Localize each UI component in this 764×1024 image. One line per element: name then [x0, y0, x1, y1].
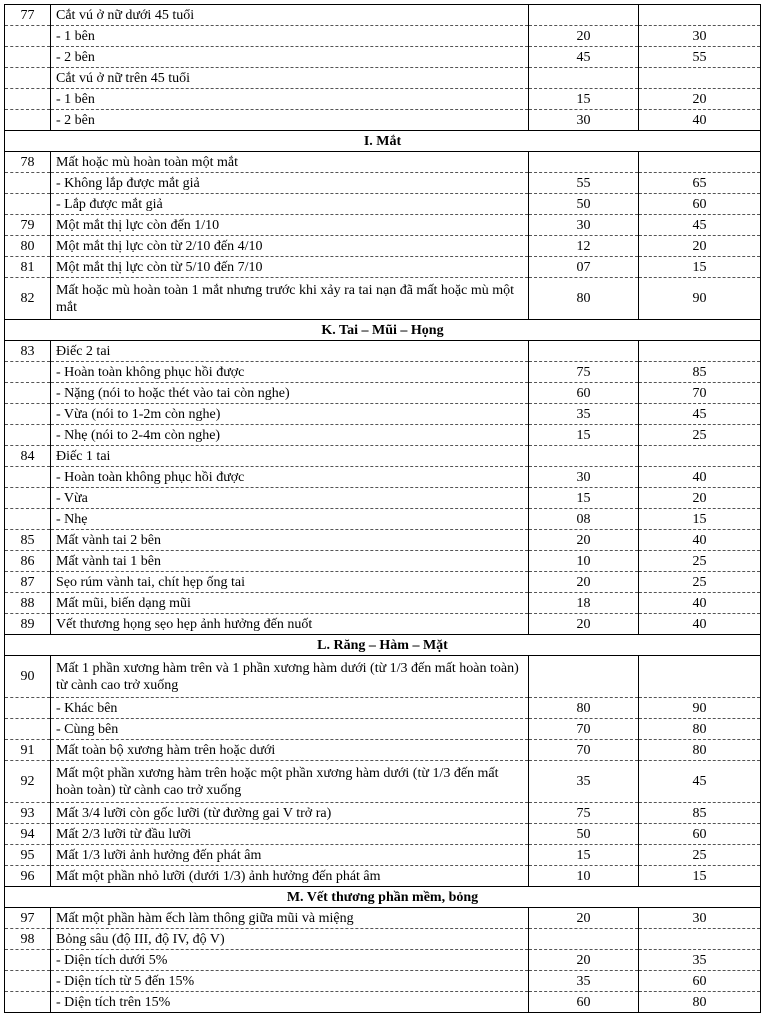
table-row: [5, 257, 761, 278]
item-number: 78: [5, 152, 51, 173]
section-header-row: [5, 887, 761, 908]
item-number: 84: [5, 446, 51, 467]
item-number: 95: [5, 845, 51, 866]
item-number: 83: [5, 341, 51, 362]
item-description: Một mắt thị lực còn từ 5/10 đến 7/10: [51, 257, 529, 278]
item-description: - Nặng (nói to hoặc thét vào tai còn nghe): [51, 383, 529, 404]
rate-min: 08: [529, 509, 639, 530]
item-number: [5, 110, 51, 131]
item-number: 82: [5, 278, 51, 320]
table-row: [5, 446, 761, 467]
rate-max: 15: [639, 257, 761, 278]
rate-min: 20: [529, 26, 639, 47]
table-row: [5, 866, 761, 887]
item-description: - Cùng bên: [51, 719, 529, 740]
table-row: [5, 215, 761, 236]
table-row: [5, 236, 761, 257]
item-description: Cắt vú ở nữ trên 45 tuổi: [51, 68, 529, 89]
table-body: [5, 5, 761, 1013]
rate-max: 70: [639, 383, 761, 404]
rate-max: [639, 341, 761, 362]
item-description: - Lắp được mắt giả: [51, 194, 529, 215]
rate-max: [639, 929, 761, 950]
table-row: [5, 908, 761, 929]
rate-min: 20: [529, 572, 639, 593]
rate-min: [529, 152, 639, 173]
rate-max: 85: [639, 362, 761, 383]
item-number: 87: [5, 572, 51, 593]
item-number: [5, 68, 51, 89]
rate-min: 60: [529, 383, 639, 404]
section-title: K. Tai – Mũi – Họng: [5, 320, 761, 341]
rate-max: 40: [639, 530, 761, 551]
rate-max: 80: [639, 992, 761, 1013]
table-row: [5, 992, 761, 1013]
table-row: [5, 950, 761, 971]
item-number: [5, 425, 51, 446]
rate-min: 20: [529, 908, 639, 929]
table-row: [5, 593, 761, 614]
rate-min: 20: [529, 950, 639, 971]
table-row: [5, 341, 761, 362]
rate-max: [639, 5, 761, 26]
table-row: [5, 404, 761, 425]
rate-max: 30: [639, 908, 761, 929]
item-number: 80: [5, 236, 51, 257]
rate-min: [529, 5, 639, 26]
table-row: [5, 719, 761, 740]
item-description: Cắt vú ở nữ dưới 45 tuổi: [51, 5, 529, 26]
table-row: [5, 173, 761, 194]
section-header-row: [5, 131, 761, 152]
rate-min: 70: [529, 740, 639, 761]
table-row: [5, 5, 761, 26]
item-description: Mất 3/4 lưỡi còn gốc lưỡi (từ đường gai V trở ra): [51, 803, 529, 824]
table-row: [5, 425, 761, 446]
rate-max: 90: [639, 698, 761, 719]
rate-min: 30: [529, 110, 639, 131]
rate-max: 80: [639, 740, 761, 761]
item-number: 86: [5, 551, 51, 572]
item-number: 97: [5, 908, 51, 929]
rate-max: 40: [639, 110, 761, 131]
item-number: 93: [5, 803, 51, 824]
rate-max: 40: [639, 593, 761, 614]
rate-min: [529, 929, 639, 950]
rate-min: 15: [529, 488, 639, 509]
rate-max: 60: [639, 971, 761, 992]
rate-min: 15: [529, 845, 639, 866]
item-description: - Nhẹ: [51, 509, 529, 530]
rate-max: 15: [639, 866, 761, 887]
item-description: - Diện tích từ 5 đến 15%: [51, 971, 529, 992]
rate-max: 25: [639, 425, 761, 446]
item-description: Mất hoặc mù hoàn toàn một mắt: [51, 152, 529, 173]
table-row: [5, 509, 761, 530]
table-row: [5, 761, 761, 803]
item-number: [5, 719, 51, 740]
rate-max: 85: [639, 803, 761, 824]
item-number: [5, 698, 51, 719]
item-number: [5, 971, 51, 992]
item-description: Điếc 2 tai: [51, 341, 529, 362]
rate-max: [639, 446, 761, 467]
item-description: Mất 2/3 lưỡi từ đầu lưỡi: [51, 824, 529, 845]
table-row: [5, 467, 761, 488]
rate-min: 30: [529, 215, 639, 236]
rate-min: 35: [529, 761, 639, 803]
item-description: - Vừa: [51, 488, 529, 509]
rate-max: 15: [639, 509, 761, 530]
item-number: 92: [5, 761, 51, 803]
item-number: [5, 194, 51, 215]
rate-min: 45: [529, 47, 639, 68]
table-row: [5, 803, 761, 824]
rate-min: 15: [529, 89, 639, 110]
table-row: [5, 68, 761, 89]
item-description: - Vừa (nói to 1-2m còn nghe): [51, 404, 529, 425]
rate-max: 45: [639, 761, 761, 803]
item-number: [5, 26, 51, 47]
item-description: - Khác bên: [51, 698, 529, 719]
table-row: [5, 740, 761, 761]
rate-min: [529, 446, 639, 467]
item-description: Mất một phần xương hàm trên hoặc một phần xương hàm dưới (từ 1/3 đến mất hoàn toàn) từ cành cao trở xuống: [51, 761, 529, 803]
rate-min: 50: [529, 824, 639, 845]
item-description: - Hoàn toàn không phục hồi được: [51, 467, 529, 488]
rate-max: 25: [639, 845, 761, 866]
rate-min: 75: [529, 362, 639, 383]
section-title: L. Răng – Hàm – Mặt: [5, 635, 761, 656]
item-number: [5, 173, 51, 194]
item-number: 96: [5, 866, 51, 887]
item-description: - 2 bên: [51, 110, 529, 131]
item-description: - 1 bên: [51, 89, 529, 110]
item-description: Mất hoặc mù hoàn toàn 1 mắt nhưng trước khi xảy ra tai nạn đã mất hoặc mù một mắt: [51, 278, 529, 320]
rate-min: 80: [529, 698, 639, 719]
rate-min: 30: [529, 467, 639, 488]
item-description: Điếc 1 tai: [51, 446, 529, 467]
item-number: [5, 404, 51, 425]
table-row: [5, 110, 761, 131]
rate-min: 12: [529, 236, 639, 257]
rate-min: [529, 341, 639, 362]
rate-min: 75: [529, 803, 639, 824]
rate-min: 10: [529, 866, 639, 887]
item-number: [5, 992, 51, 1013]
rate-max: 40: [639, 614, 761, 635]
item-description: Mất mũi, biến dạng mũi: [51, 593, 529, 614]
rate-min: 35: [529, 971, 639, 992]
item-description: Sẹo rúm vành tai, chít hẹp ống tai: [51, 572, 529, 593]
table-row: [5, 971, 761, 992]
table-row: [5, 47, 761, 68]
item-description: - Diện tích trên 15%: [51, 992, 529, 1013]
item-description: - Diện tích dưới 5%: [51, 950, 529, 971]
table-row: [5, 614, 761, 635]
item-number: 81: [5, 257, 51, 278]
rate-min: 70: [529, 719, 639, 740]
rate-max: [639, 68, 761, 89]
item-number: 79: [5, 215, 51, 236]
rate-min: 10: [529, 551, 639, 572]
rate-min: [529, 656, 639, 698]
item-number: 91: [5, 740, 51, 761]
section-header-row: [5, 320, 761, 341]
item-number: 77: [5, 5, 51, 26]
item-number: [5, 488, 51, 509]
table-row: [5, 824, 761, 845]
item-number: 98: [5, 929, 51, 950]
rate-max: 45: [639, 404, 761, 425]
item-description: Vết thương họng sẹo hẹp ảnh hưởng đến nuốt: [51, 614, 529, 635]
item-number: [5, 509, 51, 530]
rate-max: 60: [639, 824, 761, 845]
item-number: 85: [5, 530, 51, 551]
item-description: Một mắt thị lực còn đến 1/10: [51, 215, 529, 236]
table-row: [5, 383, 761, 404]
rate-max: 40: [639, 467, 761, 488]
rate-max: 90: [639, 278, 761, 320]
item-description: Mất 1/3 lưỡi ảnh hưởng đến phát âm: [51, 845, 529, 866]
item-number: [5, 47, 51, 68]
item-description: Một mắt thị lực còn từ 2/10 đến 4/10: [51, 236, 529, 257]
rate-max: 20: [639, 236, 761, 257]
rate-min: 60: [529, 992, 639, 1013]
section-title: I. Mắt: [5, 131, 761, 152]
rate-max: 80: [639, 719, 761, 740]
rate-min: [529, 68, 639, 89]
item-description: Mất toàn bộ xương hàm trên hoặc dưới: [51, 740, 529, 761]
table-row: [5, 929, 761, 950]
section-header-row: [5, 635, 761, 656]
rate-max: 30: [639, 26, 761, 47]
injury-rate-table: [4, 4, 761, 1013]
item-description: - Hoàn toàn không phục hồi được: [51, 362, 529, 383]
item-number: [5, 362, 51, 383]
table-row: [5, 551, 761, 572]
rate-max: 20: [639, 488, 761, 509]
item-description: - Nhẹ (nói to 2-4m còn nghe): [51, 425, 529, 446]
table-row: [5, 362, 761, 383]
rate-max: [639, 152, 761, 173]
item-description: Mất 1 phần xương hàm trên và 1 phần xương hàm dưới (từ 1/3 đến mất hoàn toàn) từ cành cao trở xuống: [51, 656, 529, 698]
table-row: [5, 152, 761, 173]
item-description: Mất một phần nhỏ lưỡi (dưới 1/3) ảnh hưởng đến phát âm: [51, 866, 529, 887]
rate-min: 80: [529, 278, 639, 320]
table-row: [5, 194, 761, 215]
rate-max: 45: [639, 215, 761, 236]
rate-min: 15: [529, 425, 639, 446]
rate-min: 50: [529, 194, 639, 215]
rate-max: [639, 656, 761, 698]
item-number: 88: [5, 593, 51, 614]
rate-max: 35: [639, 950, 761, 971]
rate-min: 20: [529, 530, 639, 551]
rate-max: 60: [639, 194, 761, 215]
item-description: Mất vành tai 1 bên: [51, 551, 529, 572]
rate-max: 25: [639, 572, 761, 593]
item-description: Mất một phần hàm ếch làm thông giữa mũi và miệng: [51, 908, 529, 929]
rate-min: 55: [529, 173, 639, 194]
item-number: [5, 383, 51, 404]
rate-min: 18: [529, 593, 639, 614]
table-row: [5, 845, 761, 866]
item-number: 90: [5, 656, 51, 698]
section-title: M. Vết thương phần mềm, bỏng: [5, 887, 761, 908]
rate-max: 20: [639, 89, 761, 110]
table-row: [5, 698, 761, 719]
item-number: [5, 467, 51, 488]
item-description: Bỏng sâu (độ III, độ IV, độ V): [51, 929, 529, 950]
item-description: - Không lắp được mắt giả: [51, 173, 529, 194]
table-row: [5, 89, 761, 110]
item-number: 94: [5, 824, 51, 845]
item-description: - 2 bên: [51, 47, 529, 68]
rate-min: 07: [529, 257, 639, 278]
rate-max: 25: [639, 551, 761, 572]
rate-min: 20: [529, 614, 639, 635]
item-description: Mất vành tai 2 bên: [51, 530, 529, 551]
rate-min: 35: [529, 404, 639, 425]
item-number: [5, 89, 51, 110]
item-number: 89: [5, 614, 51, 635]
table-row: [5, 530, 761, 551]
item-number: [5, 950, 51, 971]
table-row: [5, 488, 761, 509]
table-row: [5, 278, 761, 320]
item-description: - 1 bên: [51, 26, 529, 47]
table-row: [5, 26, 761, 47]
table-row: [5, 656, 761, 698]
table-row: [5, 572, 761, 593]
rate-max: 55: [639, 47, 761, 68]
rate-max: 65: [639, 173, 761, 194]
